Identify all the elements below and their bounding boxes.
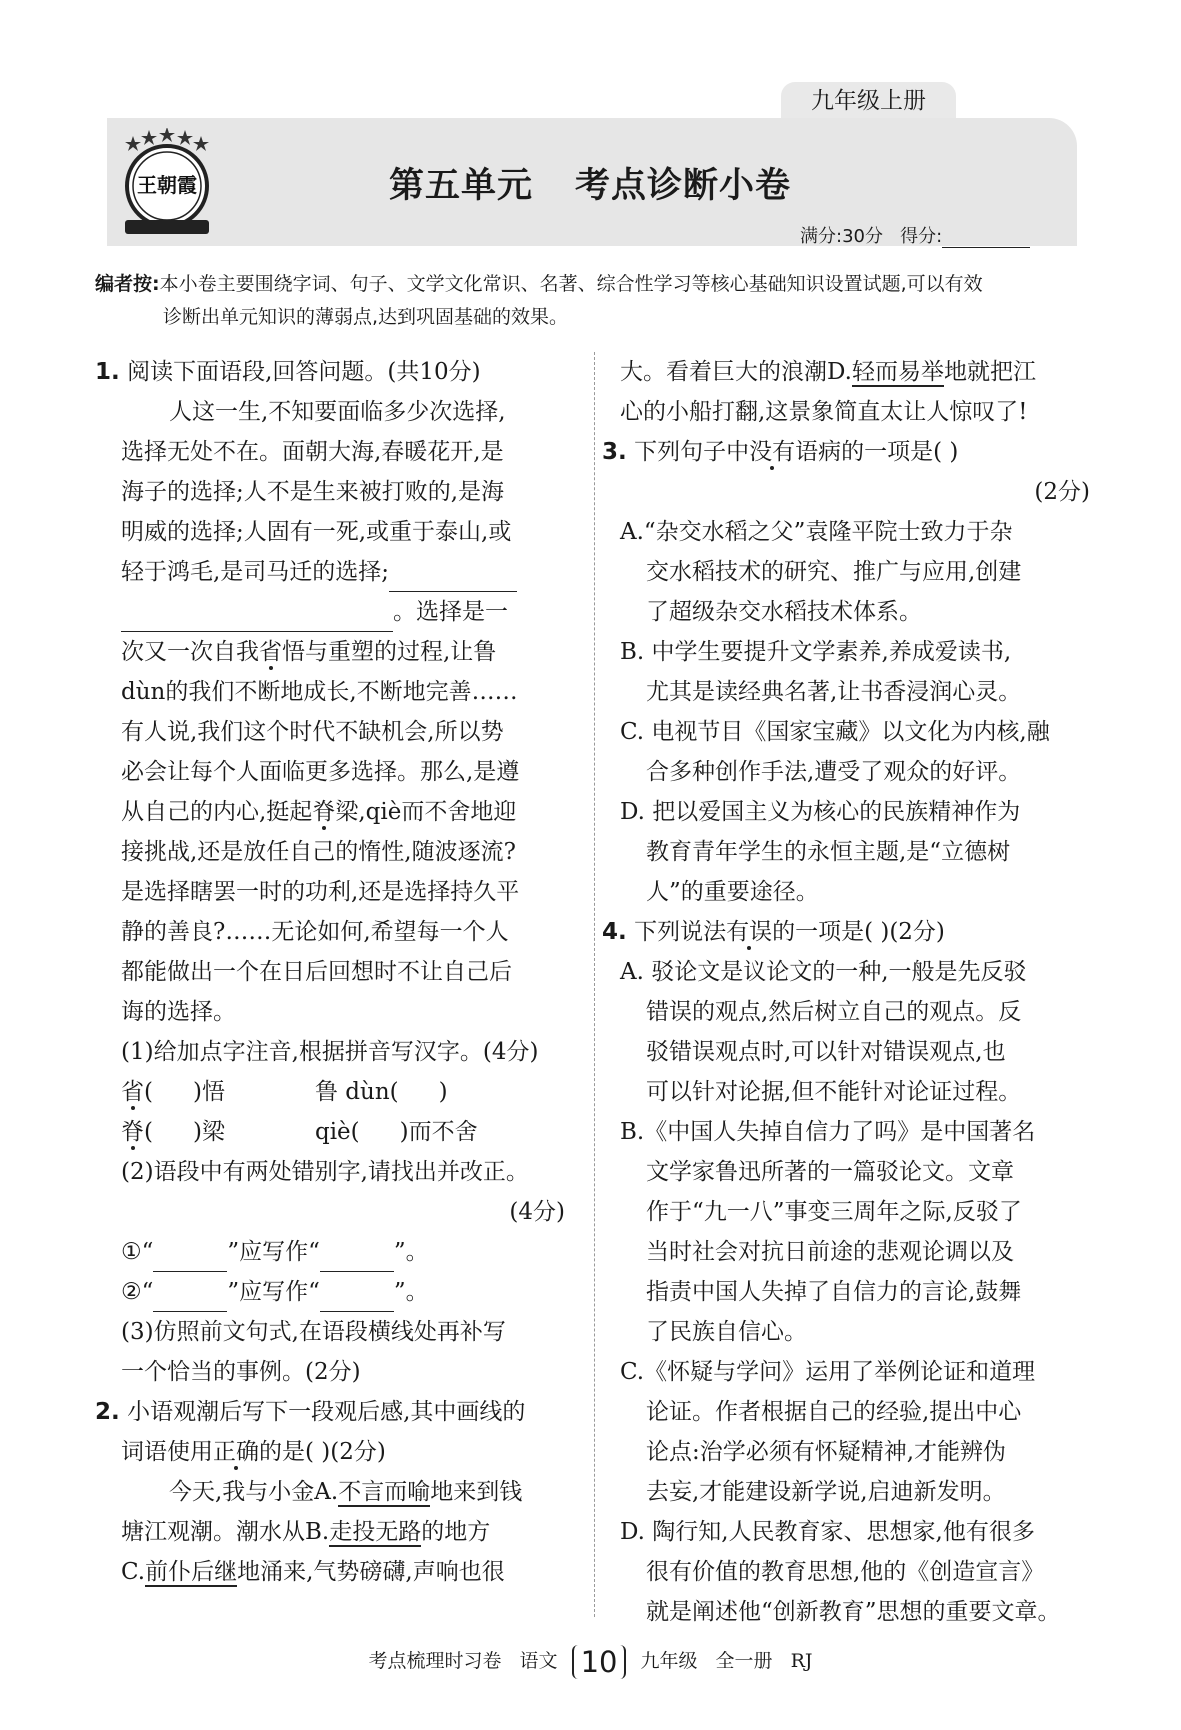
- grade-tab: 九年级上册: [781, 82, 956, 120]
- q2-text-line: 大。看着巨大的浪潮D.轻而易举地就把江: [620, 359, 1036, 385]
- q1-sub2-answer1: ①“ ”应写作“ ”。: [95, 1232, 565, 1272]
- q4-option-d: 很有价值的教育思想,他的《创造宣言》: [646, 1559, 1045, 1585]
- q3-option-a[interactable]: A.“杂交水稻之父”袁隆平院士致力于杂: [620, 519, 1013, 545]
- score-line: 满分:30分 得分:: [800, 222, 1030, 248]
- page-footer: 考点梳理时习卷 语文 10 九年级 全一册 RJ: [368, 1645, 813, 1679]
- fill-blank[interactable]: [389, 565, 517, 592]
- column-divider: [594, 352, 595, 1617]
- fill-blank[interactable]: [153, 1245, 227, 1272]
- q4-option-b: 当时社会对抗日前途的悲观论调以及: [646, 1239, 1014, 1265]
- q4-option-a[interactable]: A. 驳论文是议论文的一种,一般是先反驳: [620, 959, 1027, 985]
- q1-sub1-row1: 省( )悟 鲁 dùn( ): [121, 1079, 448, 1105]
- q1-text-line: 诲的选择。: [121, 999, 236, 1025]
- q4-option-d[interactable]: D. 陶行知,人民教育家、思想家,他有很多: [620, 1519, 1035, 1545]
- q3-option-a: 了超级杂交水稻技术体系。: [646, 599, 922, 625]
- q1-sub3: 一个恰当的事例。(2分): [121, 1359, 361, 1385]
- q1-sub2-answer2: ②“ ”应写作“ ”。: [95, 1272, 565, 1312]
- q3-option-b[interactable]: B. 中学生要提升文学素养,养成爱读书,: [620, 639, 1012, 665]
- q1-sub2: (2)语段中有两处错别字,请找出并改正。: [121, 1159, 529, 1185]
- q1-text-line: 静的善良?……无论如何,希望每一个人: [121, 919, 509, 945]
- q1-text-line: 轻于鸿毛,是司马迁的选择;: [95, 552, 565, 592]
- q1-text-line: 必会让每个人面临更多选择。那么,是遵: [121, 759, 520, 785]
- page-number: 10: [572, 1645, 627, 1679]
- q4-option-b: 了民族自信心。: [646, 1319, 807, 1345]
- q2-text-line: 今天,我与小金A.不言而喻地来到钱: [169, 1479, 523, 1505]
- fill-blank[interactable]: [121, 605, 393, 632]
- q1-text-line: 次又一次自我省悟与重塑的过程,让鲁: [121, 639, 497, 665]
- fill-blank[interactable]: [320, 1285, 394, 1312]
- q4-option-b: 文学家鲁迅所著的一篇驳论文。文章: [646, 1159, 1014, 1185]
- q3-option-d: 教育青年学生的永恒主题,是“立德树: [646, 839, 1011, 865]
- page-title: 第五单元 考点诊断小卷: [388, 166, 792, 206]
- q1-sub2-points: (4分): [509, 1199, 565, 1225]
- q4-option-a: 驳错误观点时,可以针对错误观点,也: [646, 1039, 1006, 1065]
- fill-blank[interactable]: [320, 1245, 394, 1272]
- q4-option-a: 可以针对论据,但不能针对论证过程。: [646, 1079, 1022, 1105]
- q2-stem: 词语使用正确的是( )(2分): [121, 1439, 386, 1465]
- q1-text-line: 有人说,我们这个时代不缺机会,所以势: [121, 719, 504, 745]
- fill-blank[interactable]: [153, 1285, 227, 1312]
- q2-text-line: C.前仆后继地涌来,气势磅礴,声响也很: [121, 1559, 505, 1585]
- q4-option-c: 论证。作者根据自己的经验,提出中心: [646, 1399, 1022, 1425]
- left-column: [95, 352, 565, 1592]
- q4-option-d: 就是阐述他“创新教育”思想的重要文章。: [646, 1599, 1061, 1625]
- q4-option-b[interactable]: B.《中国人失掉自信力了吗》是中国著名: [620, 1119, 1036, 1145]
- q4-option-c: 论点:治学必须有怀疑精神,才能辨伪: [646, 1439, 1007, 1465]
- q1-text-line: 都能做出一个在日后回想时不让自己后: [121, 959, 512, 985]
- editor-note: 编者按:本小卷主要围绕字词、句子、文学文化常识、名著、综合性学习等核心基础知识设置试题,可以有效 诊断出单元知识的薄弱点,达到巩固基础的效果。: [95, 273, 983, 328]
- q3-option-b: 尤其是读经典名著,让书香浸润心灵。: [646, 679, 1022, 705]
- q4-option-a: 错误的观点,然后树立自己的观点。反: [646, 999, 1022, 1025]
- q1-text-line: 从自己的内心,挺起脊梁,qiè而不舍地迎: [121, 799, 517, 825]
- q1-text-line: dùn的我们不断地成长,不断地完善……: [121, 679, 518, 705]
- q2-text-line: 心的小船打翻,这景象简直太让人惊叹了!: [620, 399, 1028, 425]
- q1-text-line: 明威的选择;人固有一死,或重于泰山,或: [121, 519, 512, 545]
- right-column: [602, 352, 1090, 1632]
- q1-stem: 1. 阅读下面语段,回答问题。(共10分): [95, 359, 481, 385]
- q1-text-line: 海子的选择;人不是生来被打败的,是海: [121, 479, 505, 505]
- publisher-logo: [117, 128, 217, 240]
- q4-option-b: 指责中国人失掉了自信力的言论,鼓舞: [646, 1279, 1022, 1305]
- q4-option-c[interactable]: C.《怀疑与学问》运用了举例论证和道理: [620, 1359, 1036, 1385]
- q3-option-d: 人”的重要途径。: [646, 879, 819, 905]
- q3-points: (2分): [1034, 479, 1090, 505]
- q1-text-line: 选择无处不在。面朝大海,春暖花开,是: [121, 439, 504, 465]
- q4-stem: 4. 下列说法有误的一项是( )(2分): [602, 919, 945, 945]
- q1-text-line: 。选择是一: [95, 592, 565, 632]
- q1-sub1-row2: 脊( )梁 qiè( )而不舍: [121, 1119, 478, 1145]
- q1-text-line: 接挑战,还是放任自己的惰性,随波逐流?: [121, 839, 516, 865]
- q1-text-line: 人这一生,不知要面临多少次选择,: [169, 399, 506, 425]
- q3-stem: 3. 下列句子中没有语病的一项是( ): [602, 439, 959, 465]
- q2-text-line: 塘江观潮。潮水从B.走投无路的地方: [121, 1519, 491, 1545]
- q3-option-d[interactable]: D. 把以爱国主义为核心的民族精神作为: [620, 799, 1021, 825]
- q3-option-c[interactable]: C. 电视节目《国家宝藏》以文化为内核,融: [620, 719, 1050, 745]
- q4-option-b: 作于“九一八”事变三周年之际,反驳了: [646, 1199, 1022, 1225]
- score-blank[interactable]: [942, 231, 1030, 248]
- svg-text:王朝霞: 王朝霞: [137, 173, 197, 197]
- q1-text-line: 是选择瞎罢一时的功利,还是选择持久平: [121, 879, 520, 905]
- q1-sub3: (3)仿照前文句式,在语段横线处再补写: [121, 1319, 506, 1345]
- q3-option-a: 交水稻技术的研究、推广与应用,创建: [646, 559, 1022, 585]
- q2-stem: 2. 小语观潮后写下一段观后感,其中画线的: [95, 1399, 526, 1425]
- q1-sub1: (1)给加点字注音,根据拼音写汉字。(4分): [121, 1039, 539, 1065]
- q4-option-c: 去妄,才能建设新学说,启迪新发明。: [646, 1479, 1006, 1505]
- q3-option-c: 合多种创作手法,遭受了观众的好评。: [646, 759, 1022, 785]
